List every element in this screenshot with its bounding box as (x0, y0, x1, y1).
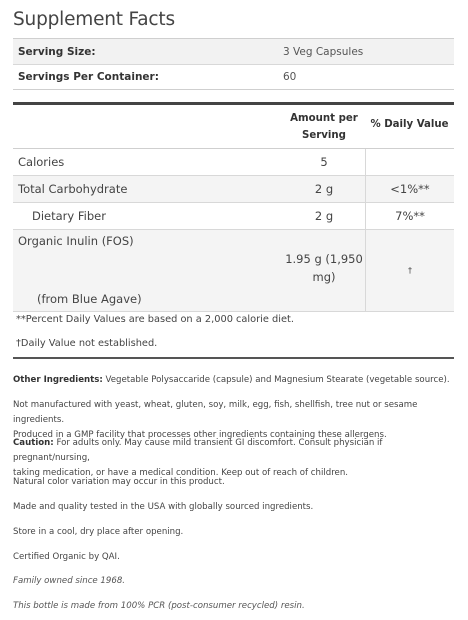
serving-size-row (13, 39, 454, 64)
servings-per-container-value: 60 (283, 71, 297, 83)
total-carbohydrate-row (13, 176, 454, 203)
amount-header: Amount per Serving (290, 113, 358, 141)
serving-table (13, 38, 454, 90)
facts-header-row (13, 105, 454, 149)
nutrient-name: Organic Inulin (FOS) (18, 234, 134, 248)
nutrient-dv: † (365, 230, 454, 311)
servings-per-container-row (13, 64, 454, 89)
nutrient-name-cell (13, 230, 283, 311)
nutrient-source: (from Blue Agave) (37, 292, 142, 306)
bottle-note: This bottle is made from 100% PCR (post-consumer recycled) resin. (13, 601, 305, 611)
other-ingredients: Other Ingredients: Vegetable Polysaccaride (capsule) and Magnesium Stearate (vegetable source). (13, 375, 450, 385)
color-variation-note: Natural color variation may occur in this product. (13, 477, 225, 487)
allergen-statement: Not manufactured with yeast, wheat, gluten, soy, milk, egg, fish, shellfish, tree nut or sesame ingredients. Produced in a GMP facility that processes other ingredients containing these allergens. (13, 400, 418, 440)
nutrient-name: Total Carbohydrate (18, 182, 128, 196)
family-owned-note: Family owned since 1968. (13, 576, 126, 586)
quality-statement: Made and quality tested in the USA with globally sourced ingredients. (13, 502, 314, 512)
nutrient-dv: 7%** (365, 203, 454, 229)
dagger-note: †Daily Value not established. (16, 338, 158, 349)
nutrient-amount: 2 g (314, 209, 334, 223)
dietary-fiber-row (13, 203, 454, 230)
serving-size-value: 3 Veg Capsules (283, 45, 364, 58)
nutrient-amount: 2 g (314, 182, 334, 196)
calories-row (13, 149, 454, 176)
nutrition-facts-table (13, 102, 454, 312)
organic-inulin-row (13, 230, 454, 312)
facts-bottom-rule (13, 357, 454, 359)
page-title: Supplement Facts (13, 9, 175, 30)
nutrient-dv (365, 149, 454, 175)
servings-per-container-label: Servings Per Container: (18, 71, 159, 83)
nutrient-amount: 5 (320, 155, 328, 169)
nutrient-name: Dietary Fiber (32, 209, 106, 223)
caution-statement: Caution: For adults only. May cause mild transient GI discomfort. Consult physician if pregnant/nursing, taking medication, or have a medical condition. Keep out of reach of children. (13, 438, 383, 478)
serving-size-label: Serving Size: (18, 45, 96, 58)
percent-dv-note: **Percent Daily Values are based on a 2,000 calorie diet. (16, 314, 294, 325)
nutrient-amount: 1.95 g (1,950 mg) (285, 251, 363, 284)
certification-note: Certified Organic by QAI. (13, 552, 120, 562)
nutrient-dv: <1%** (365, 176, 454, 202)
nutrient-name: Calories (18, 155, 65, 169)
daily-value-header: % Daily Value (370, 119, 449, 130)
storage-note: Store in a cool, dry place after opening. (13, 527, 184, 537)
